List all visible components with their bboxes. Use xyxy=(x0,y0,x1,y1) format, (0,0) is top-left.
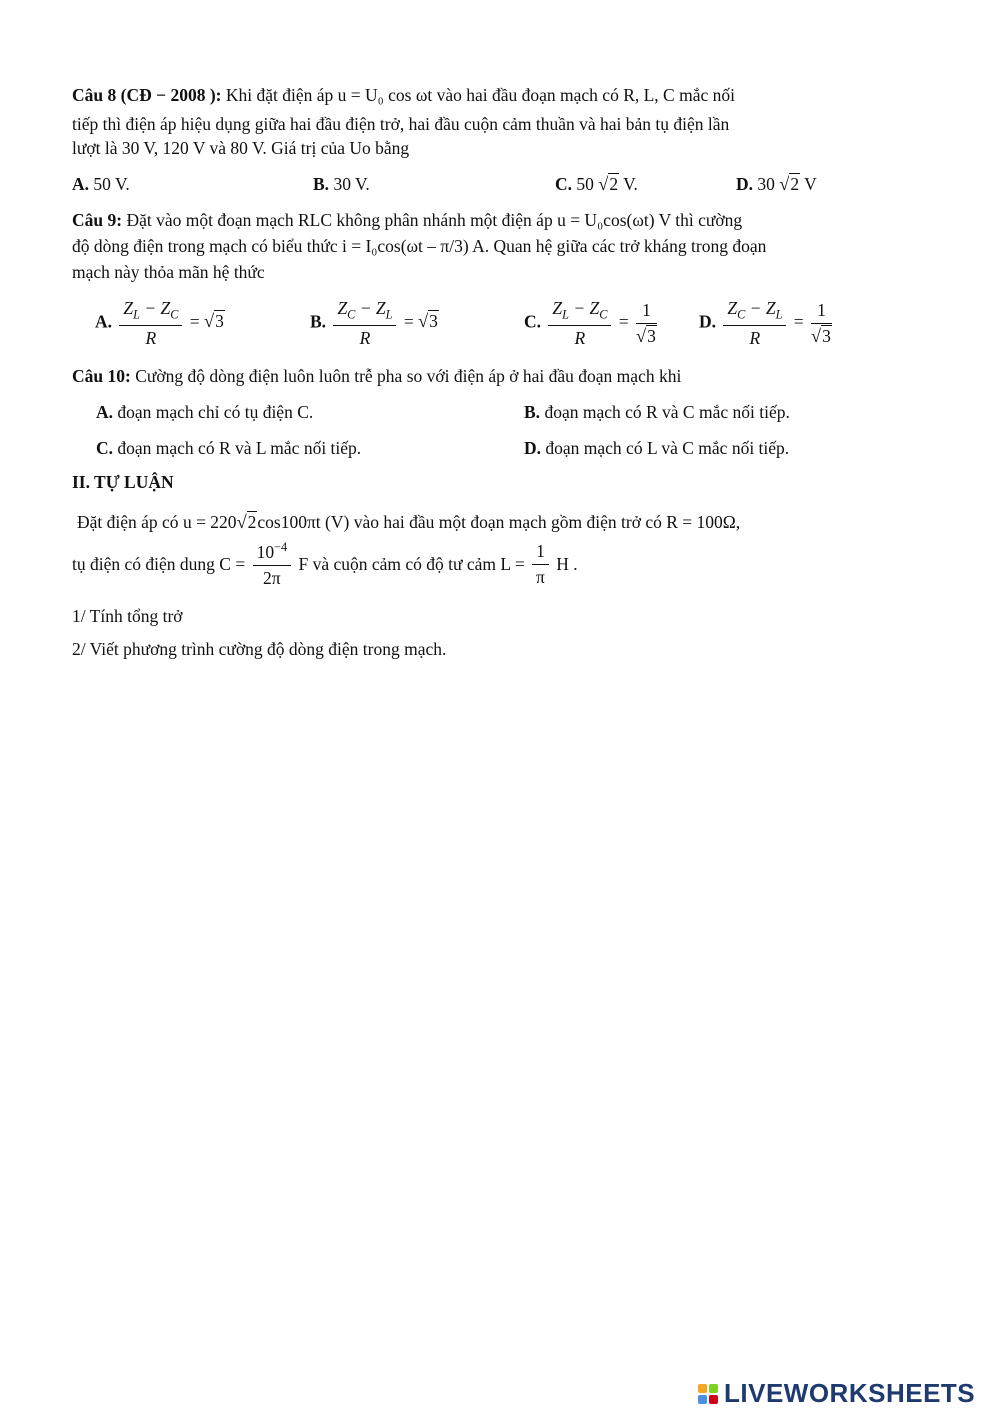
q10-line1: Câu 10: Cường độ dòng điện luôn luôn trễ pha so với điện áp ở hai đầu đoạn mạch khi xyxy=(72,366,682,386)
logo-text: LIVEWORKSHEETS xyxy=(724,1378,976,1408)
sqrt-symbol: √2 xyxy=(779,174,800,194)
logo-square-4 xyxy=(709,1395,718,1404)
fraction-rhs: $\frac{1}{√3}$ xyxy=(636,299,656,346)
essay-heading: II. TỰ LUẬN xyxy=(72,472,174,492)
q8-text-cont: vào hai đầu đoạn mạch có R, L, C mắc nối xyxy=(436,85,735,105)
q9-option-b[interactable]: B. $\frac{Z_C - Z_L}{R}$ = √3 xyxy=(310,298,438,348)
fraction-rhs: $\frac{1}{√3}$ xyxy=(811,299,831,346)
q10-option-b[interactable]: B. đoạn mạch có R và C mắc nối tiếp. xyxy=(524,402,790,422)
liveworksheets-icon xyxy=(698,1384,718,1404)
sqrt-symbol: √2 xyxy=(598,174,619,194)
essay-task-2: 2/ Viết phương trình cường độ dòng điện trong mạch. xyxy=(72,639,447,659)
essay-task-1: 1/ Tính tổng trở xyxy=(72,606,183,626)
logo-square-2 xyxy=(709,1384,718,1393)
fraction: $\frac{Z_L - Z_C}{R}$ xyxy=(119,298,182,349)
essay-line2: tụ điện có điện dung C = $\frac{10^{-4}}{2\pi}$ F và cuộn cảm có độ tư cảm L = $\frac{1}{\pi}$ H . xyxy=(72,540,578,588)
q8-option-c[interactable]: C. 50 √2 V. xyxy=(555,174,638,194)
q8-option-a[interactable]: A. 50 V. xyxy=(72,174,130,194)
essay-line1: Đặt điện áp có u = 220√2cos100πt (V) vào hai đầu một đoạn mạch gồm điện trở có R = 100Ω, xyxy=(77,512,741,532)
q10-option-a[interactable]: A. đoạn mạch chỉ có tụ điện C. xyxy=(96,402,314,422)
q10-option-c[interactable]: C. đoạn mạch có R và L mắc nối tiếp. xyxy=(96,438,362,458)
q9-line1: Câu 9: Đặt vào một đoạn mạch RLC không phân nhánh một điện áp u = U₀cos(ωt) V thì cường xyxy=(72,210,743,230)
q10-option-d[interactable]: D. đoạn mạch có L và C mắc nối tiếp. xyxy=(524,438,790,458)
q8-option-b[interactable]: B. 30 V. xyxy=(313,174,370,194)
inductance-fraction: $\frac{1}{\pi}$ xyxy=(532,541,549,588)
q8-line2: tiếp thì điện áp hiệu dụng giữa hai đầu điện trở, hai đầu cuộn cảm thuần và hai bản tụ điện lần xyxy=(72,114,730,134)
q9-option-a[interactable]: A. $\frac{Z_L - Z_C}{R}$ = √3 xyxy=(95,298,224,348)
q9-label: Câu 9: xyxy=(72,210,123,230)
q8-label: Câu 8 (CĐ − 2008 ): xyxy=(72,85,222,105)
q8-formula: u = U₀ cos ωt xyxy=(337,85,433,105)
sqrt-symbol: √2 xyxy=(236,512,257,532)
q8-line3: lượt là 30 V, 120 V và 80 V. Giá trị của Uo bằng xyxy=(72,138,410,158)
q9-line3: mạch này thỏa mãn hệ thức xyxy=(72,262,265,282)
q8-line1 xyxy=(72,85,735,106)
q8-option-d[interactable]: D. 30 √2 V xyxy=(736,174,817,194)
q9-line2: độ dòng điện trong mạch có biểu thức i = I₀cos(ωt – π/3) A. Quan hệ giữa các trở kháng trong đoạn xyxy=(72,236,767,256)
q8-text: Khi đặt điện áp xyxy=(225,85,334,105)
sqrt-symbol: √3 xyxy=(418,311,438,332)
logo-square-3 xyxy=(698,1395,707,1404)
q9-option-c[interactable]: C. $\frac{Z_L - Z_C}{R}$ = $\frac{1}{√3}$ xyxy=(524,298,656,348)
logo-square-1 xyxy=(698,1384,707,1393)
fraction: $\frac{Z_L - Z_C}{R}$ xyxy=(548,298,611,349)
q10-label: Câu 10: xyxy=(72,366,131,386)
liveworksheets-logo xyxy=(698,1378,975,1409)
fraction: $\frac{Z_C - Z_L}{R}$ xyxy=(333,298,396,349)
q9-option-d[interactable]: D. $\frac{Z_C - Z_L}{R}$ = $\frac{1}{√3}$ xyxy=(699,298,831,348)
capacitance-fraction: $\frac{10^{-4}}{2\pi}$ xyxy=(253,540,292,589)
sqrt-symbol: √3 xyxy=(204,311,224,332)
fraction: $\frac{Z_C - Z_L}{R}$ xyxy=(723,298,786,349)
